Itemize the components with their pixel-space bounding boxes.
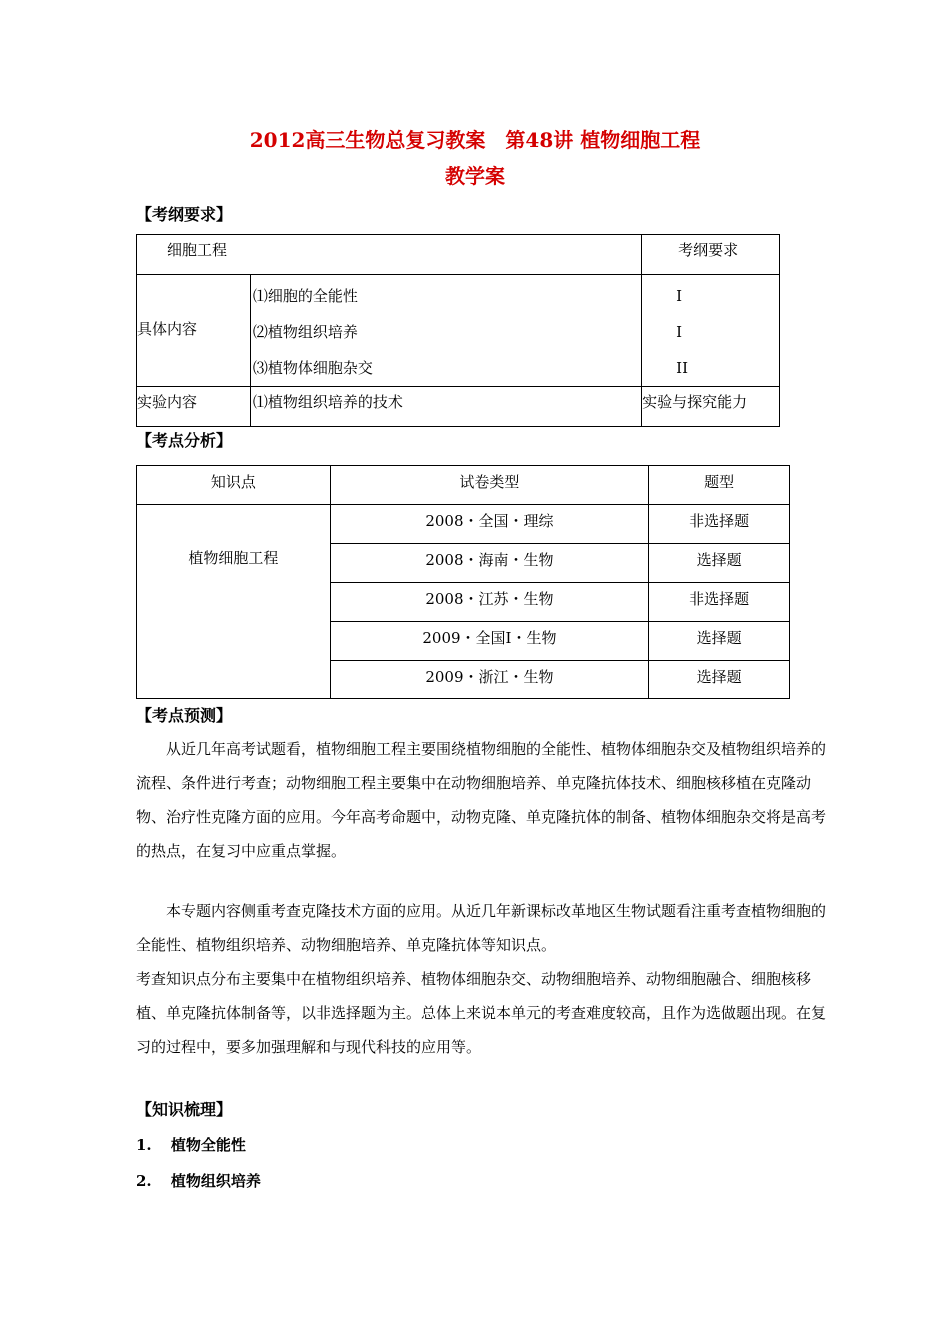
analysis-type-cell: 非选择题 [649, 505, 790, 544]
req-content-item: ⑵植物组织培养 [252, 323, 358, 341]
req-level-item: I [676, 287, 683, 305]
analysis-type-cell: 选择题 [649, 544, 790, 583]
analysis-paper-cell: 2009・全国Ⅰ・生物 [330, 622, 649, 661]
prediction-paragraph-1: 从近几年高考试题看，植物细胞工程主要围绕植物细胞的全能性、植物体细胞杂交及植物组织培养的流程、条件进行考查；动物细胞工程主要集中在动物细胞培养、单克隆抗体技术、细胞核移植在克隆动物、治疗性克隆方面的应用。今年高考命题中，动物克隆、单克隆抗体的制备、植物体细胞杂交将是高考的热点，在复习中应重点掌握。 [136, 740, 827, 860]
prediction-paragraph-3: 考查知识点分布主要集中在植物组织培养、植物体细胞杂交、动物细胞培养、动物细胞融合、细胞核移植、单克隆抗体制备等，以非选择题为主。总体上来说本单元的考查难度较高，且作为选做题出现。在复习的过程中，要多加强理解和与现代科技的应用等。 [136, 970, 827, 1056]
knowledge-item [136, 1134, 246, 1155]
req-header-cell-engineering: 细胞工程 [137, 235, 642, 275]
req-level-cell [642, 275, 780, 387]
analysis-type-cell: 选择题 [649, 622, 790, 661]
knowledge-item-number: 2. [136, 1172, 152, 1190]
analysis-header-paper: 试卷类型 [330, 466, 649, 505]
req-level-item: II [676, 359, 688, 377]
req-content-item: ⑶植物体细胞杂交 [252, 359, 373, 377]
knowledge-item [136, 1170, 261, 1191]
requirements-heading: 【考纲要求】 [136, 205, 233, 224]
analysis-heading: 【考点分析】 [136, 431, 233, 450]
analysis-header-knowledge: 知识点 [137, 466, 331, 505]
req-experiment-content: ⑴植物组织培养的技术 [250, 387, 641, 427]
analysis-paper-cell: 2008・江苏・生物 [330, 583, 649, 622]
knowledge-item-text: 植物组织培养 [170, 1172, 261, 1190]
analysis-header-type: 题型 [649, 466, 790, 505]
knowledge-item-number: 1. [136, 1136, 152, 1154]
analysis-table [136, 465, 790, 699]
req-group-label-experiment: 实验内容 [137, 387, 251, 427]
analysis-paper-cell: 2009・浙江・生物 [330, 661, 649, 699]
page-title: 2012高三生物总复习教案 第48讲 植物细胞工程 [249, 128, 701, 152]
analysis-type-cell: 选择题 [649, 661, 790, 699]
req-content-cell [250, 275, 641, 387]
req-level-item: I [676, 323, 683, 341]
knowledge-heading: 【知识梳理】 [136, 1100, 233, 1119]
prediction-paragraph-2: 本专题内容侧重考查克隆技术方面的应用。从近几年新课标改革地区生物试题看注重考查植物细胞的全能性、植物组织培养、动物细胞培养、单克隆抗体等知识点。 [136, 902, 827, 954]
knowledge-item-text: 植物全能性 [170, 1136, 246, 1154]
analysis-knowledge-point: 植物细胞工程 [137, 505, 331, 699]
analysis-type-cell: 非选择题 [649, 583, 790, 622]
req-header-cell-level: 考纲要求 [642, 235, 780, 275]
requirements-table [136, 234, 780, 427]
req-content-item: ⑴细胞的全能性 [252, 287, 358, 305]
req-experiment-level: 实验与探究能力 [642, 387, 780, 427]
analysis-paper-cell: 2008・全国・理综 [330, 505, 649, 544]
analysis-paper-cell: 2008・海南・生物 [330, 544, 649, 583]
page-subtitle: 教学案 [445, 164, 505, 188]
req-group-label-content: 具体内容 [137, 275, 251, 387]
prediction-heading: 【考点预测】 [136, 706, 233, 725]
